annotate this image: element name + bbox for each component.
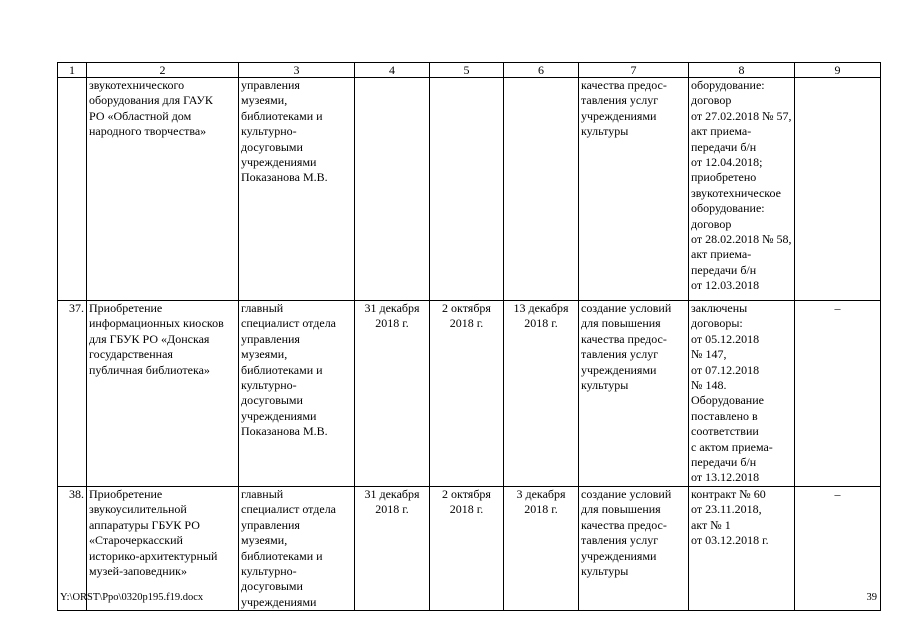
end-date: 3 декабря 2018 г. <box>504 486 579 610</box>
expected-result: качества предос- тавления услуг учреждениями культуры <box>579 78 689 301</box>
expected-result: создание условий для повышения качества предос- тавления услуг учреждениями культуры <box>579 301 689 487</box>
row-number: 37. <box>58 301 87 487</box>
planned-date <box>355 78 430 301</box>
actual-result: оборудование: договор от 27.02.2018 № 57, акт приема- передачи б/н от 12.04.2018; приобретено звукотехническое оборудование: договор от 28.02.2018 № 58, акт приема- передачи б/н от 12.03.2018 <box>689 78 795 301</box>
start-date: 2 октября 2018 г. <box>430 301 504 487</box>
responsible: главный специалист отдела управления музеями, библиотеками и культурно- досуговыми учреждениями <box>239 486 355 610</box>
event-name: звукотехнического оборудования для ГАУК РО «Областной дом народного творчества» <box>87 78 239 301</box>
header-cell: 2 <box>87 63 239 78</box>
table-row <box>58 301 881 487</box>
planned-date: 31 декабря 2018 г. <box>355 301 430 487</box>
start-date <box>430 78 504 301</box>
header-cell: 8 <box>689 63 795 78</box>
event-name: Приобретение звукоусилительной аппаратуры ГБУК РО «Старочеркасский историко-архитектурный музей-заповедник» <box>87 486 239 610</box>
header-cell: 7 <box>579 63 689 78</box>
responsible: управления музеями, библиотеками и культурно- досуговыми учреждениями Показанова М.В. <box>239 78 355 301</box>
responsible: главный специалист отдела управления музеями, библиотеками и культурно- досуговыми учреждениями Показанова М.В. <box>239 301 355 487</box>
event-name: Приобретение информационных киосков для ГБУК РО «Донская государственная публичная библиотека» <box>87 301 239 487</box>
table-row <box>58 78 881 301</box>
header-cell: 3 <box>239 63 355 78</box>
end-date: 13 декабря 2018 г. <box>504 301 579 487</box>
notes: – <box>795 301 881 487</box>
header-cell: 9 <box>795 63 881 78</box>
page-number: 39 <box>866 592 877 603</box>
file-path: Y:\ORST\Ppo\0320p195.f19.docx <box>60 592 204 603</box>
header-cell: 5 <box>430 63 504 78</box>
document-table <box>57 62 881 611</box>
start-date: 2 октября 2018 г. <box>430 486 504 610</box>
notes: – <box>795 486 881 610</box>
row-number <box>58 78 87 301</box>
notes <box>795 78 881 301</box>
row-number: 38. <box>58 486 87 610</box>
header-cell: 6 <box>504 63 579 78</box>
expected-result: создание условий для повышения качества предос- тавления услуг учреждениями культуры <box>579 486 689 610</box>
planned-date: 31 декабря 2018 г. <box>355 486 430 610</box>
header-row <box>58 63 881 78</box>
header-cell: 4 <box>355 63 430 78</box>
actual-result: заключены договоры: от 05.12.2018 № 147, от 07.12.2018 № 148. Оборудование поставлено в соответствии с актом приема- передачи б/н от 13.12.2018 <box>689 301 795 487</box>
actual-result: контракт № 60 от 23.11.2018, акт № 1 от 03.12.2018 г. <box>689 486 795 610</box>
header-cell: 1 <box>58 63 87 78</box>
end-date <box>504 78 579 301</box>
